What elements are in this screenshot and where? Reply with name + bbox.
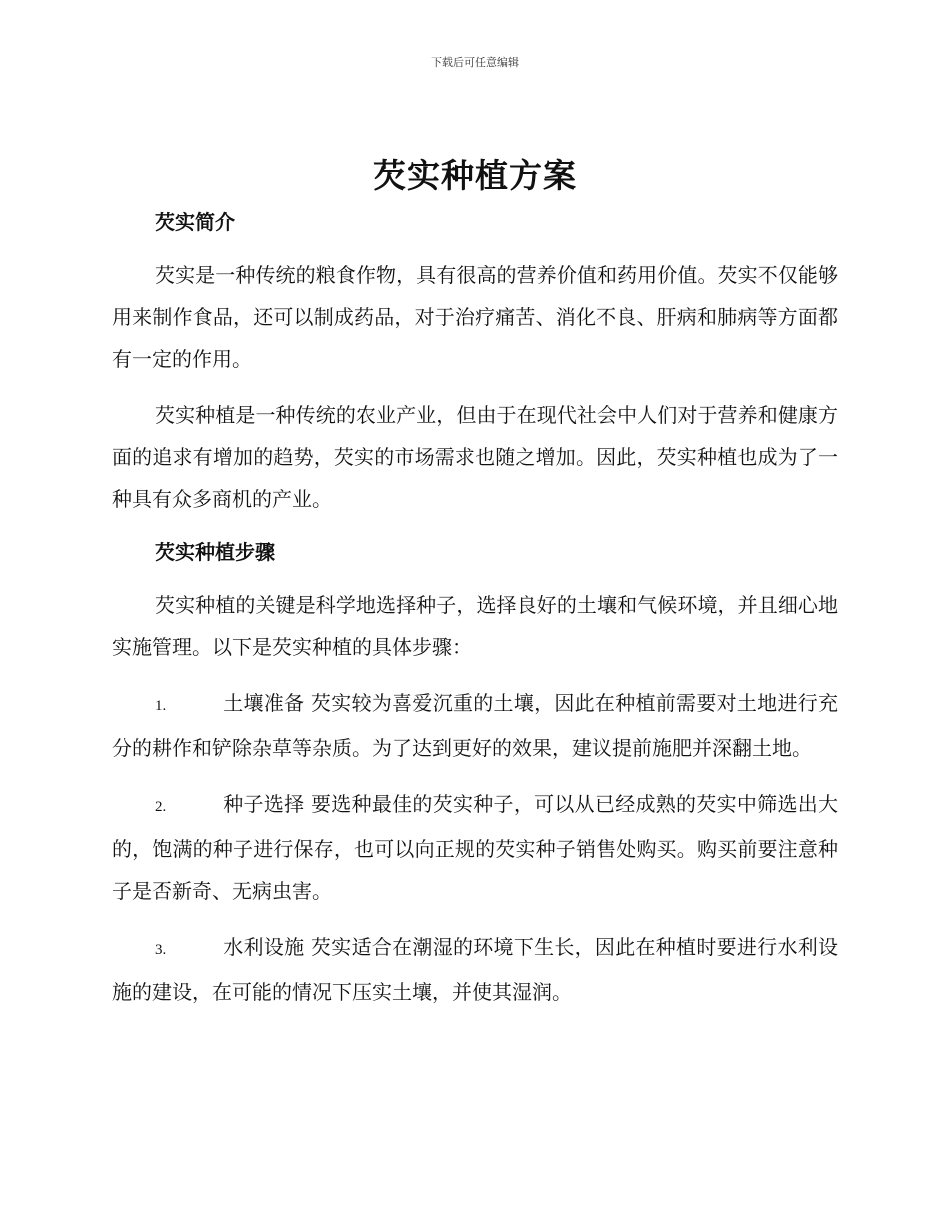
section-heading-intro: 芡实简介: [155, 210, 235, 234]
document-body: [112, 200, 838, 1013]
paragraph: 芡实是一种传统的粮食作物，具有很高的营养价值和药用价值。芡实不仅能够用来制作食品，还可以制成药品，对于治疗痛苦、消化不良、肝病和肺病等方面都有一定的作用。: [112, 263, 838, 371]
list-number: 1.: [155, 698, 167, 714]
list-text: 水利设施 芡实适合在潮湿的环境下生长，因此在种植时要进行水利设施的建设，在可能的情况下压实土壤，并使其湿润。: [112, 935, 838, 1004]
list-item: [112, 783, 838, 912]
list-text: 种子选择 要选种最佳的芡实种子，可以从已经成熟的芡实中筛选出大的，饱满的种子进行保存，也可以向正规的芡实种子销售处购买。购买前要注意种子是否新奇、无病虫害。: [112, 792, 838, 903]
paragraph: 芡实种植是一种传统的农业产业，但由于在现代社会中人们对于营养和健康方面的追求有增加的趋势，芡实的市场需求也随之增加。因此，芡实种植也成为了一种具有众多商机的产业。: [112, 403, 838, 511]
list-item: [112, 682, 838, 769]
list-item: [112, 926, 838, 1013]
list-number: 2.: [155, 799, 167, 815]
document-title: 芡实种植方案: [373, 156, 577, 195]
header-note: 下载后可任意编辑: [431, 56, 519, 69]
list-number: 3.: [155, 942, 167, 958]
paragraph: 芡实种植的关键是科学地选择种子，选择良好的土壤和气候环境，并且细心地实施管理。以下是芡实种植的具体步骤：: [112, 593, 838, 659]
section-heading-steps: 芡实种植步骤: [155, 540, 275, 564]
list-text: 土壤准备 芡实较为喜爱沉重的土壤，因此在种植前需要对土地进行充分的耕作和铲除杂草等杂质。为了达到更好的效果，建议提前施肥并深翻土地。: [112, 691, 838, 760]
